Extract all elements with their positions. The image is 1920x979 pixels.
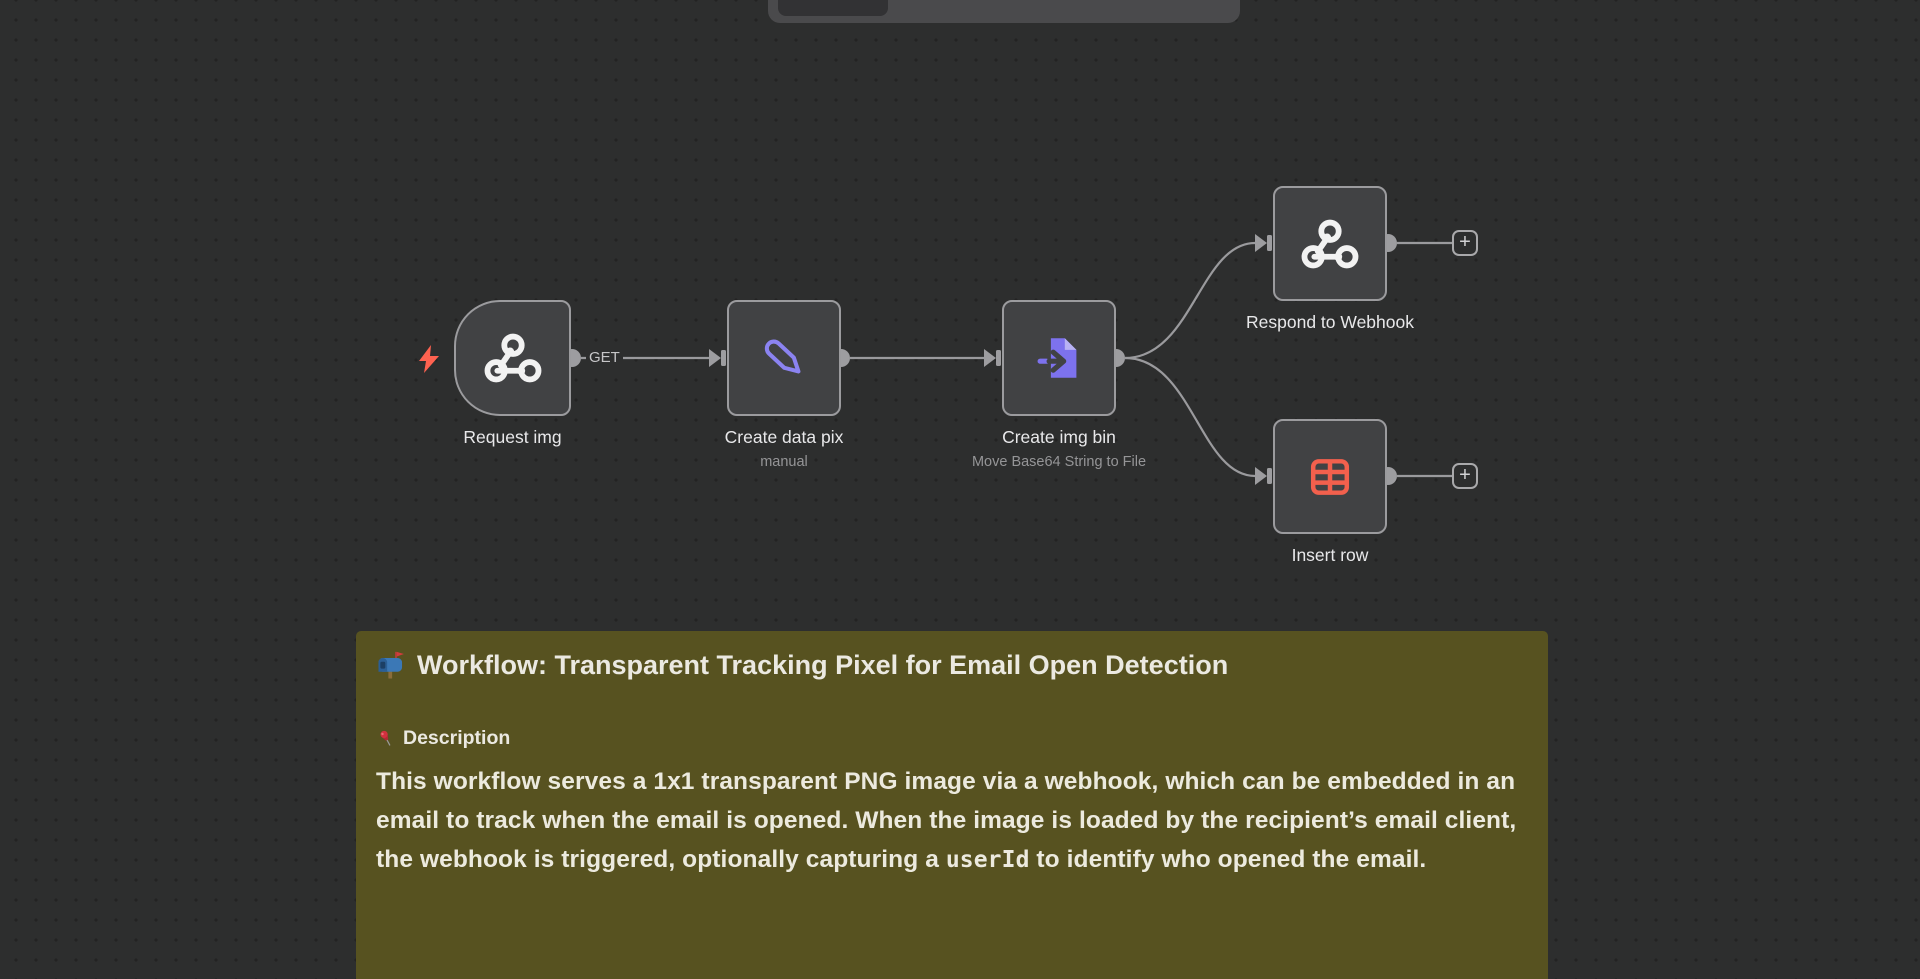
node-label: Create data pix: [724, 427, 844, 447]
add-node-button[interactable]: +: [1452, 230, 1478, 256]
sticky-body-code: userId: [945, 847, 1030, 873]
edge-imgbin-to-respond: [1125, 243, 1255, 358]
sticky-section-heading: [376, 726, 1528, 750]
node-label: Create img bin: [1002, 427, 1116, 447]
sticky-title-text: Workflow: Transparent Tracking Pixel for Email Open Detection: [417, 650, 1229, 680]
input-arrow: [1255, 467, 1267, 485]
sticky-title: [376, 648, 1528, 682]
file-export-icon: [1030, 329, 1088, 387]
webhook-icon: [1301, 215, 1359, 273]
input-arrow: [709, 349, 721, 367]
add-node-button[interactable]: +: [1452, 463, 1478, 489]
node-respond-to-webhook[interactable]: [1246, 186, 1414, 332]
node-create-data-pix[interactable]: [724, 300, 844, 470]
node-label: Respond to Webhook: [1246, 312, 1414, 332]
input-arrow: [984, 349, 996, 367]
sticky-body-text-2: to identify who opened the email.: [1029, 846, 1427, 873]
node-insert-row[interactable]: [1273, 419, 1387, 565]
trigger-bolt-icon: [417, 344, 441, 374]
input-arrow: [1255, 234, 1267, 252]
mailbox-emoji: [376, 650, 407, 681]
input-port: [1267, 468, 1272, 484]
node-label: Insert row: [1291, 545, 1369, 565]
sticky-note[interactable]: [356, 631, 1548, 979]
webhook-icon: [484, 329, 542, 387]
input-port: [721, 350, 726, 366]
node-subtitle: Move Base64 String to File: [971, 454, 1147, 470]
input-port: [1267, 235, 1272, 251]
node-request-img[interactable]: [454, 300, 571, 447]
table-icon: [1302, 449, 1358, 505]
pencil-icon: [755, 329, 813, 387]
edge-label-get: GET: [586, 349, 623, 367]
sticky-heading-text: Description: [403, 727, 511, 749]
node-create-img-bin[interactable]: [971, 300, 1147, 470]
sticky-body: [376, 762, 1528, 880]
node-label: Request img: [463, 427, 562, 447]
input-port: [996, 350, 1001, 366]
sticky-body-text-1: This workflow serves a 1x1 transparent PNG image via a webhook, which can be embedded in an email to track when the email is opened. When the image is loaded by the recipient’s email client, the webhook is triggered, optionally capturing a: [376, 768, 1517, 873]
pushpin-emoji: [376, 728, 396, 748]
node-subtitle: manual: [760, 454, 808, 470]
